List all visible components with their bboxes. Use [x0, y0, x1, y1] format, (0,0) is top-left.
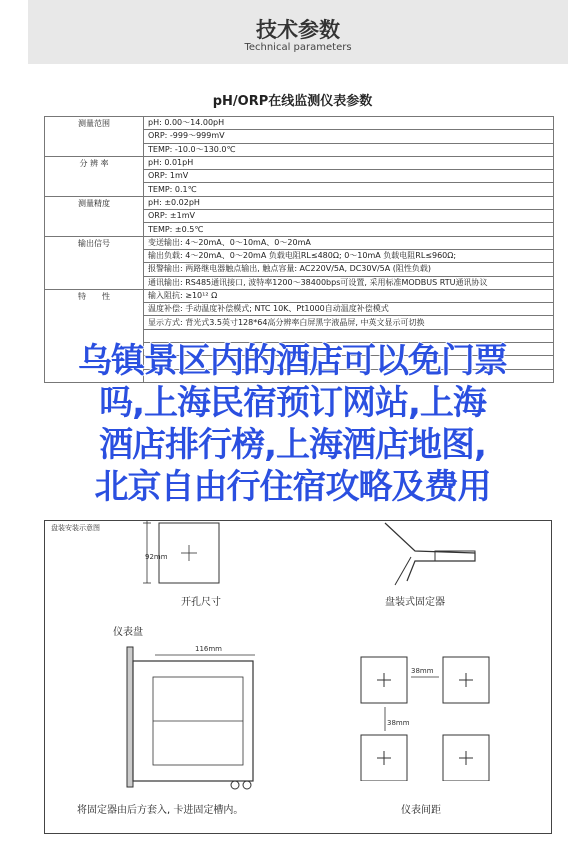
table-row	[45, 289, 554, 302]
install-note: 将固定器由后方套入, 卡进固定槽内。	[77, 805, 244, 816]
value-cell: 变送输出: 4～20mA、0～10mA、0～20mA	[144, 236, 554, 249]
value-cell: TEMP: 0.1℃	[144, 183, 554, 196]
spacing-v-label: 38mm	[387, 719, 410, 727]
value-cell: 通讯输出: RS485通讯接口, 波特率1200～38400bps可设置, 采用标准MODBUS RTU通讯协议	[144, 276, 554, 289]
depth-label: 116mm	[195, 645, 222, 653]
section-title: 技术参数	[256, 18, 340, 42]
watermark-overlay	[0, 340, 585, 508]
value-cell: pH: 0.01pH	[144, 156, 554, 169]
value-cell: 输出负载: 4～20mA、0～20mA 负载电阻RL≤480Ω; 0～10mA 负载电阻RL≤960Ω;	[144, 249, 554, 262]
category-cell: 测量精度	[45, 196, 144, 236]
overlay-line: 乌镇景区内的酒店可以免门票	[78, 341, 507, 381]
category-cell: 分 辨 率	[45, 156, 144, 196]
document-title: pH/ORP在线监测仪表参数	[212, 94, 373, 109]
value-cell: 温度补偿: 手动温度补偿模式; NTC 10K、Pt1000自动温度补偿模式	[144, 303, 554, 316]
value-cell: ORP: 1mV	[144, 170, 554, 183]
section-subtitle: Technical parameters	[244, 42, 352, 53]
value-cell: ORP: -999～999mV	[144, 130, 554, 143]
category-cell: 输出信号	[45, 236, 144, 289]
value-cell: TEMP: -10.0～130.0℃	[144, 143, 554, 156]
overlay-line: 吗,上海民宿预订网站,上海	[99, 383, 486, 423]
side-label: 盘装安装示意图	[51, 524, 100, 532]
spacing-title: 仪表间距	[401, 805, 441, 816]
table-row	[45, 196, 554, 209]
table-row	[45, 156, 554, 169]
overlay-line: 北京自由行住宿攻略及费用	[94, 467, 491, 507]
panel-label: 仪表盘	[113, 627, 143, 638]
installation-drawing	[44, 520, 552, 834]
table-row	[45, 117, 554, 130]
category-cell: 测量范围	[45, 117, 144, 157]
mount-clip-diagram	[355, 521, 495, 591]
value-cell: TEMP: ±0.5℃	[144, 223, 554, 236]
value-cell: pH: ±0.02pH	[144, 196, 554, 209]
section-header	[28, 0, 568, 64]
value-cell: ORP: ±1mV	[144, 210, 554, 223]
cutout-height-label: 92mm	[145, 553, 168, 561]
cutout-title: 开孔尺寸	[181, 597, 221, 608]
mount-title: 盘装式固定器	[385, 597, 445, 608]
meter-side-view	[95, 633, 295, 793]
overlay-line: 酒店排行榜,上海酒店地图,	[99, 425, 486, 465]
value-cell: 显示方式: 背光式3.5英寸128*64高分辨率白屏黑字液晶屏, 中英文显示可切换	[144, 316, 554, 329]
value-cell: 报警输出: 两路继电器触点输出, 触点容量: AC220V/5A, DC30V/5A (阻性负载)	[144, 263, 554, 276]
category-cell: 特 性	[45, 289, 144, 382]
spacing-h-label: 38mm	[411, 667, 434, 675]
value-cell: pH: 0.00～14.00pH	[144, 117, 554, 130]
spacing-diagram	[355, 651, 535, 781]
table-row	[45, 236, 554, 249]
value-cell: 输入阻抗: ≥10¹² Ω	[144, 289, 554, 302]
